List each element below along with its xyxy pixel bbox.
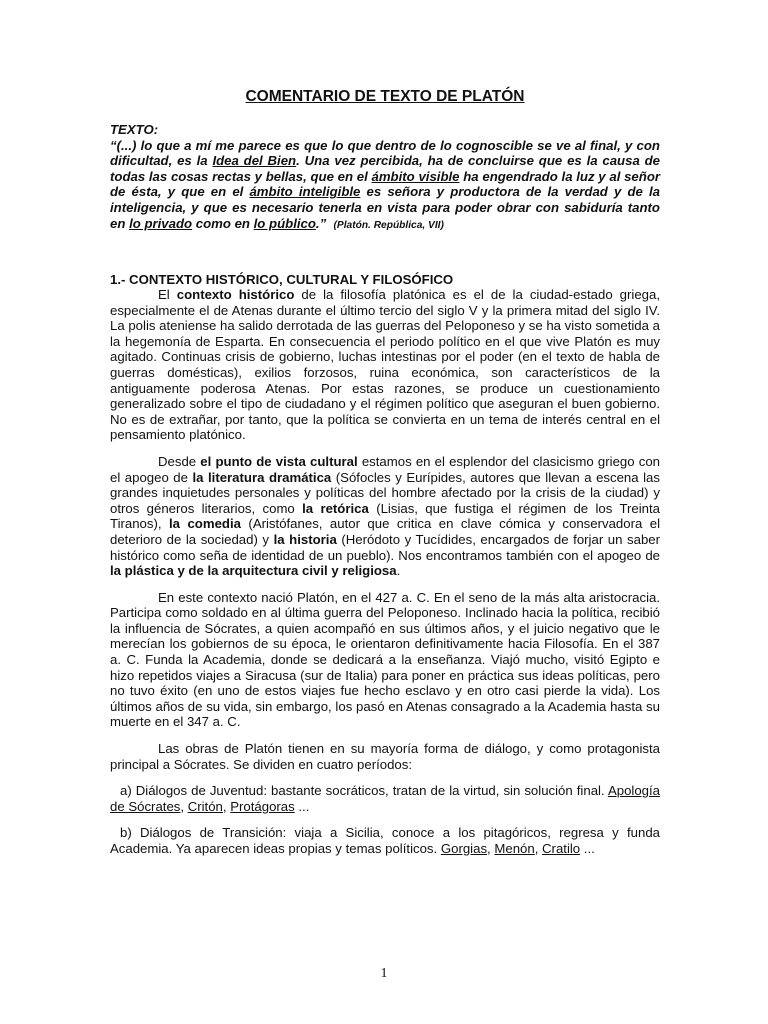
work-title: Menón — [494, 841, 535, 856]
bold-term: la retórica — [302, 500, 369, 516]
quote-label: TEXTO: — [110, 122, 159, 137]
list-item-youth-dialogues — [110, 783, 660, 814]
quote-segment: ha engendrado la luz y al señor de ésta, y que en el — [110, 168, 661, 200]
text-run: (Sófocles y Eurípides, autores que llevan a escena las grandes inquietudes personales y políticas del hombre afectado por la crisis de la ciudad) y otros géneros literarios, como — [110, 469, 660, 516]
work-title: Cratilo — [542, 841, 581, 856]
text-run: ... — [294, 798, 310, 814]
text-run: . — [396, 563, 401, 579]
text-run: (Lisias, que fustiga el régimen de los Treinta Tiranos), — [110, 500, 660, 532]
quote-segment: .” — [315, 215, 327, 231]
text-run: b) Diálogos de Transición: viaja a Sicilia, conoce a los pitagóricos, regresa y funda Academia. Ya aparecen ideas propias y temas políticos. — [110, 825, 660, 856]
text-run: , — [487, 841, 495, 856]
bold-term: la plástica y de la arquitectura civil y religiosa — [110, 563, 397, 579]
work-title: Protágoras — [230, 798, 295, 814]
text-run: , — [222, 798, 231, 814]
quote-underlined-term: lo público — [253, 215, 316, 231]
text-run: ... — [580, 841, 595, 856]
paragraph-plato-biography: En este contexto nació Platón, en el 427 a. C. En el seno de la más alta aristocracia. Participa como soldado en al última guerra del Peloponeso. Inclinado hacia la política, recibió la influencia de Sócrates, a quien acompañó en sus últimos años, y el juicio negativo que le merecían los gobiernos de su época, le orientaron definitivamente hacia Filosofía. En el 387 a. C. Funda la Academia, donde se dedicará a la enseñanza. Viajó mucho, visitó Egipto e hizo repetidos viajes a Siracusa (sur de Italia) para poner en práctica sus ideas políticas, pero no tuvo éxito (en uno de estos viajes fue hecho esclavo y en otro casi pierde la vida). Los últimos años de su vida, sin embargo, los pasó en Atenas consagrado a la Academia hasta su muerte en el 347 a. C. — [110, 589, 660, 730]
work-title: Apología de Sócrates — [110, 783, 660, 814]
quote-segment: es señora y productora de la verdad y de la inteligencia, y que es necesario tenerla en vista para poder obrar con sabiduría tanto en — [110, 184, 660, 231]
bold-term: la comedia — [169, 516, 241, 532]
text-run: , — [534, 841, 543, 856]
quote-underlined-term: Idea del Bien — [212, 153, 297, 169]
bold-term: el punto de vista cultural — [200, 453, 358, 469]
section-body — [110, 287, 660, 868]
quote-underlined-term: ámbito inteligible — [249, 184, 361, 200]
list-item-transition-dialogues — [110, 825, 660, 856]
quote-segment: “(...) lo que a mí me parece es que lo que dentro de lo cognoscible se ve al final, y con dificultad, es la — [110, 137, 660, 169]
quote-underlined-term: ámbito visible — [371, 168, 460, 184]
text-run: , — [180, 798, 188, 814]
text-run: (Heródoto y Tucídides, encargados de forjar un saber histórico como seña de identidad de un pueblo). Nos encontramos también con el apogeo de — [110, 531, 660, 563]
paragraph-historical-context — [110, 287, 660, 443]
text-run: (Aristófanes, autor que critica en clave cómica y conservadora el deterioro de la sociedad) y — [110, 516, 661, 547]
quote-citation: (Platón. República, VII) — [333, 219, 444, 231]
text-run: El — [158, 287, 177, 302]
document-title: COMENTARIO DE TEXTO DE PLATÓN — [245, 88, 525, 105]
bold-term: contexto histórico — [176, 287, 295, 302]
section-heading: 1.- CONTEXTO HISTÓRICO, CULTURAL Y FILOSÓFICO — [110, 272, 454, 287]
quote-segment: como en — [192, 215, 254, 231]
text-run: de la filosofía platónica es el de la ciudad-estado griega, especialmente el de Atenas durante el último tercio del siglo V y la primera mitad del siglo IV. La polis ateniense ha salido derrotada de las guerras del Peloponeso y se ha visto sometida a la hegemonía de Esparta. En consecuencia el periodo político en el que vive Platón es muy agitado. Continuas crisis de gobierno, luchas intestinas por el poder (en el texto de habla de guerras domésticas), exilios forzosos, ruina económica, son característicos de la antiguamente poderosa Atenas. Por estas razones, se produce un cuestionamiento generalizado sobre el tipo de ciudadano y el régimen político que aseguran el buen gobierno. No es de extrañar, por tanto, que la política se convierta en un tema de interés central en el pensamiento platónico. — [110, 287, 660, 443]
paragraph-works-intro: Las obras de Platón tienen en su mayoría forma de diálogo, y como protagonista principal a Sócrates. Se dividen en cuatro períodos: — [110, 741, 660, 772]
text-run: a) Diálogos de Juventud: bastante socráticos, tratan de la virtud, sin solución final. — [120, 783, 608, 799]
quote-segment: . Una vez percibida, ha de concluirse que es la causa de todas las cosas rectas y bellas, que en el — [110, 153, 661, 184]
quote-underlined-term: lo privado — [129, 215, 193, 231]
text-run: estamos en el esplendor del clasicismo griego con el apogeo de — [110, 453, 660, 485]
bold-term: la historia — [273, 531, 337, 547]
paragraph-cultural-context — [110, 454, 660, 579]
work-title: Gorgias — [440, 841, 488, 856]
work-title: Critón — [187, 798, 223, 814]
bold-term: la literatura dramática — [192, 469, 332, 485]
text-run: Desde — [158, 453, 201, 469]
quoted-text — [110, 122, 660, 233]
page-number: 1 — [380, 966, 388, 981]
